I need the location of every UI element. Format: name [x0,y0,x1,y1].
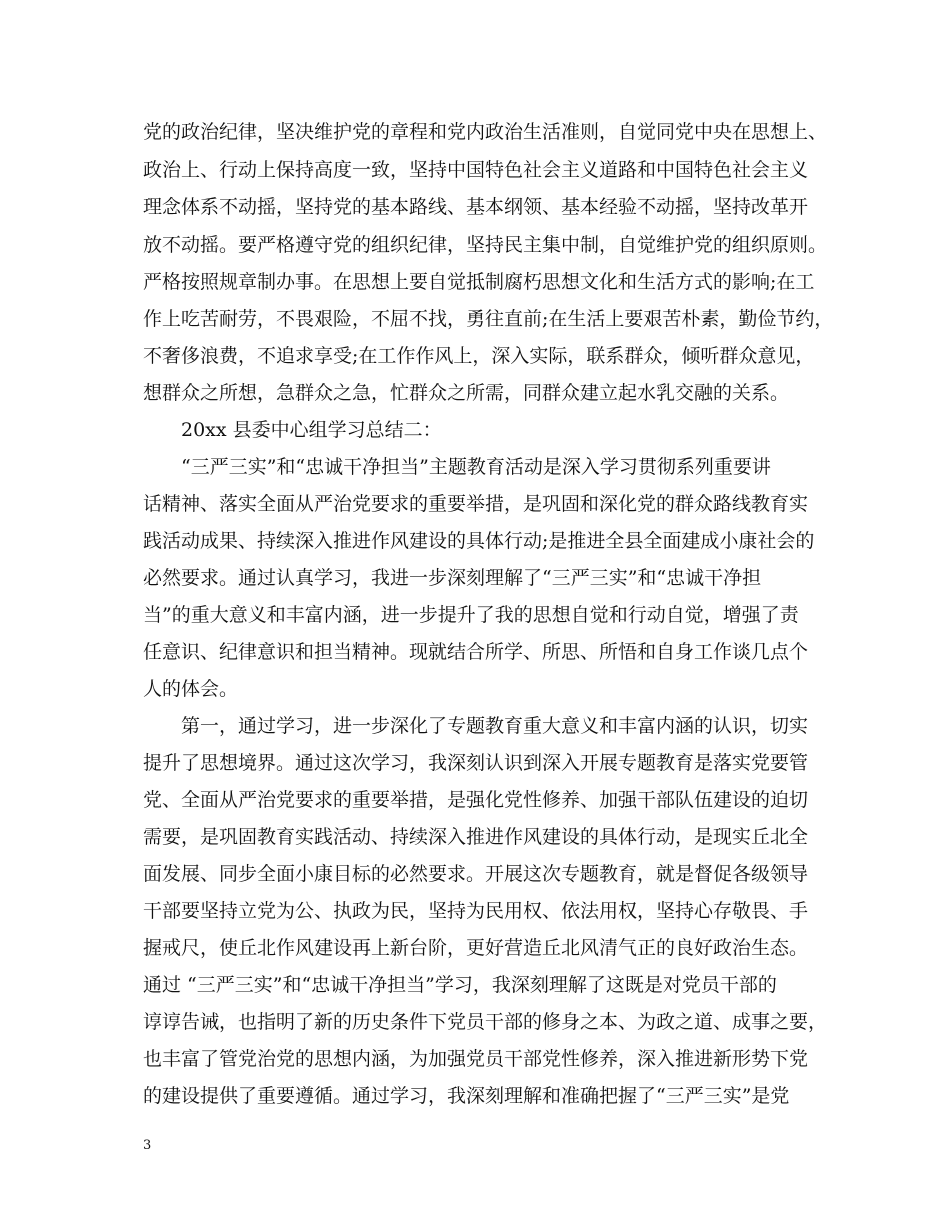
text-line: 放不动摇。要严格遵守党的组织纪律，坚持民主集中制，自觉维护党的组织原则。 [143,234,828,256]
text-line: 践活动成果、持续深入推进作风建设的具体行动;是推进全县全面建成小康社会的 [143,530,815,552]
text-line: 党、全面从严治党要求的重要举措，是强化党性修养、加强干部队伍建设的迫切 [143,789,809,811]
text-line: 不奢侈浪费，不追求享受;在工作作风上，深入实际，联系群众，倾听群众意见， [143,345,815,367]
text-line: 人的体会。 [143,678,239,700]
text-line: 理念体系不动摇，坚持党的基本路线、基本纲领、基本经验不动摇，坚持改革开 [143,196,809,218]
text-line: 政治上、行动上保持高度一致，坚持中国特色社会主义道路和中国特色社会主义 [143,159,809,181]
text-line: 面发展、同步全面小康目标的必然要求。开展这次专题教育，就是督促各级领导 [143,863,809,885]
section-heading: 20xx 县委中心组学习总结二： [181,419,442,441]
page-number: 3 [143,1138,152,1153]
text-line: 想群众之所想，急群众之急，忙群众之所需，同群众建立起水乳交融的关系。 [143,382,790,404]
text-line: 党的政治纪律，坚决维护党的章程和党内政治生活准则，自觉同党中央在思想上、 [143,121,828,143]
text-line: 话精神、落实全面从严治党要求的重要举措，是巩固和深化党的群众路线教育实 [143,493,809,515]
text-line: 通过 “三严三实”和“忠诚干净担当”学习，我深刻理解了这既是对党员干部的 [143,974,777,996]
text-line: 干部要坚持立党为公、执政为民，坚持为民用权、依法用权，坚持心存敬畏、手 [143,900,809,922]
text-line: 第一，通过学习，进一步深化了专题教育重大意义和丰富内涵的认识，切实 [181,715,809,737]
text-line: 也丰富了管党治党的思想内涵，为加强党员干部党性修养，深入推进新形势下党 [143,1048,809,1070]
text-line: 严格按照规章制办事。在思想上要自觉抵制腐朽思想文化和生活方式的影响;在工 [143,271,815,293]
text-line: 谆谆告诫，也指明了新的历史条件下党员干部的修身之本、为政之道、成事之要， [143,1011,828,1033]
text-line: 提升了思想境界。通过这次学习，我深刻认识到深入开展专题教育是落实党要管 [143,752,809,774]
text-line: 作上吃苦耐劳，不畏艰险，不屈不找，勇往直前;在生活上要艰苦朴素，勤俭节约， [143,308,834,330]
text-line: 当”的重大意义和丰富内涵，进一步提升了我的思想自觉和行动自觉，增强了责 [143,604,799,626]
text-line: 任意识、纪律意识和担当精神。现就结合所学、所思、所悟和自身工作谈几点个 [143,641,809,663]
text-line: 必然要求。通过认真学习，我进一步深刻理解了“三严三实”和“忠诚干净担 [143,567,762,589]
text-line: 握戒尺，使丘北作风建设再上新台阶，更好营造丘北风清气正的良好政治生态。 [143,937,809,959]
text-line: 需要，是巩固教育实践活动、持续深入推进作风建设的具体行动，是现实丘北全 [143,826,809,848]
text-line: “三严三实”和“忠诚干净担当”主题教育活动是深入学习贯彻系列重要讲 [181,456,771,478]
text-line: 的建设提供了重要遵循。通过学习，我深刻理解和准确把握了“三严三实”是党 [143,1085,790,1107]
